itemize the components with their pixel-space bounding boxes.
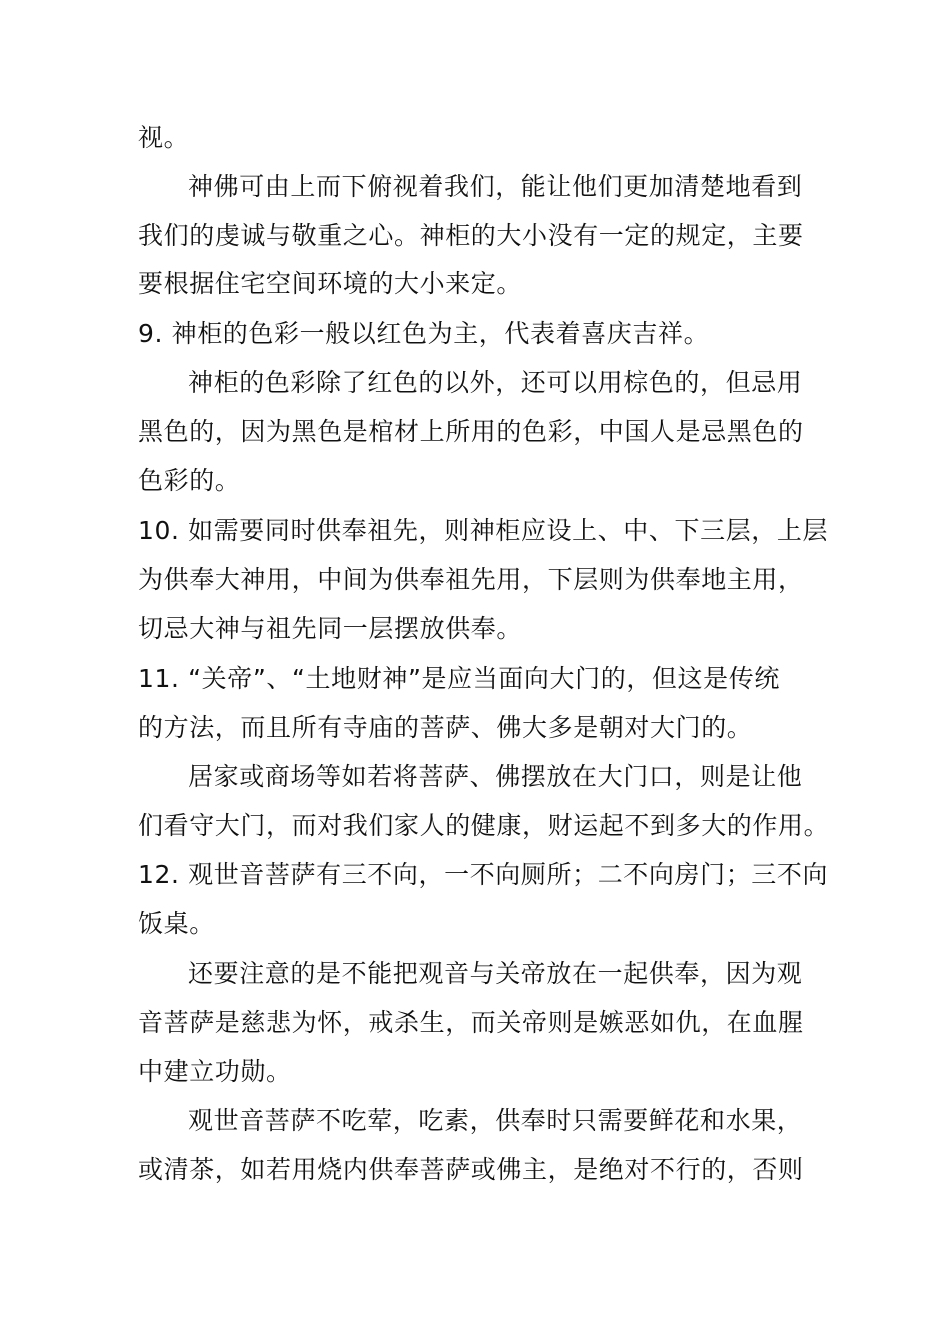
list-item-12: 12. 观世音菩萨有三不向，一不向厕所；二不向房门；三不向	[138, 860, 829, 889]
text-line: 神佛可由上而下俯视着我们，能让他们更加清楚地看到	[188, 172, 803, 201]
text-line: 为供奉大神用，中间为供奉祖先用，下层则为供奉地主用，	[138, 565, 804, 594]
list-item-9: 9. 神柜的色彩一般以红色为主，代表着喜庆吉祥。	[138, 319, 710, 348]
text-line: 视。	[138, 123, 190, 152]
text-line: 还要注意的是不能把观音与关帝放在一起供奉，因为观	[188, 959, 803, 988]
text-line: 音菩萨是慈悲为怀，戒杀生，而关帝则是嫉恶如仇，在血腥	[138, 1008, 804, 1037]
text-line: 要根据住宅空间环境的大小来定。	[138, 269, 523, 298]
text-line: 我们的虔诚与敬重之心。神柜的大小没有一定的规定，主要	[138, 221, 804, 250]
text-line: 们看守大门，而对我们家人的健康，财运起不到多大的作用。	[138, 811, 830, 840]
list-item-11: 11. “关帝”、“土地财神”是应当面向大门的，但这是传统	[138, 664, 780, 693]
text-line: 中建立功勋。	[138, 1057, 292, 1086]
text-line: 切忌大神与祖先同一层摆放供奉。	[138, 614, 523, 643]
text-line: 的方法，而且所有寺庙的菩萨、佛大多是朝对大门的。	[138, 713, 753, 742]
text-line: 观世音菩萨不吃荤，吃素，供奉时只需要鲜花和水果，	[188, 1106, 803, 1135]
text-line: 黑色的，因为黑色是棺材上所用的色彩，中国人是忌黑色的	[138, 417, 804, 446]
text-line: 饭桌。	[138, 909, 215, 938]
list-item-10: 10. 如需要同时供奉祖先，则神柜应设上、中、下三层，上层	[138, 516, 829, 545]
text-line: 或清茶，如若用烧内供奉菩萨或佛主，是绝对不行的，否则	[138, 1155, 804, 1184]
text-line: 居家或商场等如若将菩萨、佛摆放在大门口，则是让他	[188, 762, 803, 791]
text-line: 神柜的色彩除了红色的以外，还可以用棕色的，但忌用	[188, 368, 803, 397]
text-line: 色彩的。	[138, 466, 241, 495]
